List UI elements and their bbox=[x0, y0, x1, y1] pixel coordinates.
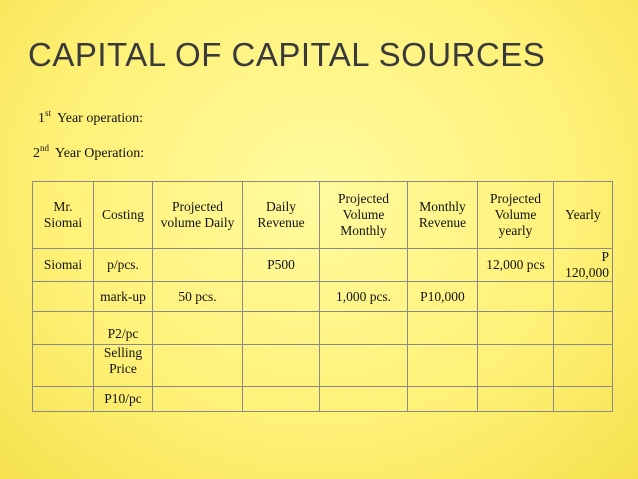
table-cell: mark-up bbox=[94, 282, 153, 312]
table-cell bbox=[153, 312, 243, 345]
table-cell: 50 pcs. bbox=[153, 282, 243, 312]
table-row bbox=[33, 282, 613, 312]
table-row bbox=[33, 249, 613, 282]
table-cell bbox=[33, 345, 94, 387]
slide-title: CAPITAL OF CAPITAL SOURCES bbox=[28, 36, 546, 73]
table-cell bbox=[478, 282, 554, 312]
table-cell bbox=[33, 387, 94, 412]
table-cell bbox=[554, 282, 613, 312]
first-year-label bbox=[38, 108, 144, 127]
table-cell: P10,000 bbox=[408, 282, 478, 312]
table-cell bbox=[153, 387, 243, 412]
table-cell bbox=[243, 345, 320, 387]
capital-table bbox=[32, 181, 613, 412]
table-cell bbox=[408, 387, 478, 412]
table-cell: Siomai bbox=[33, 249, 94, 282]
table-cell bbox=[320, 312, 408, 345]
header-projected-volume-daily: Projected volume Daily bbox=[153, 182, 243, 249]
table-header-row bbox=[33, 182, 613, 249]
header-projected-volume-yearly: Projected Volume yearly bbox=[478, 182, 554, 249]
table-cell bbox=[554, 345, 613, 387]
first-year-number: 1 bbox=[38, 111, 45, 126]
table-cell: P10/pc bbox=[94, 387, 153, 412]
first-year-suffix: st bbox=[45, 108, 52, 119]
table-cell: p/pcs. bbox=[94, 249, 153, 282]
table-cell: P2/pc bbox=[94, 312, 153, 345]
header-mr-siomai: Mr. Siomai bbox=[33, 182, 94, 249]
table-row bbox=[33, 312, 613, 345]
table-row bbox=[33, 387, 613, 412]
table-cell: 1,000 pcs. bbox=[320, 282, 408, 312]
table-cell bbox=[243, 282, 320, 312]
table-cell bbox=[320, 249, 408, 282]
header-daily-revenue: Daily Revenue bbox=[243, 182, 320, 249]
second-year-number: 2 bbox=[33, 146, 40, 161]
table-cell bbox=[33, 312, 94, 345]
table-cell bbox=[478, 387, 554, 412]
second-year-suffix: nd bbox=[40, 143, 49, 154]
second-year-label bbox=[33, 143, 145, 162]
table-cell bbox=[243, 387, 320, 412]
header-monthly-revenue: Monthly Revenue bbox=[408, 182, 478, 249]
header-yearly: Yearly bbox=[554, 182, 613, 249]
table-cell bbox=[33, 282, 94, 312]
table-cell bbox=[320, 345, 408, 387]
table-row bbox=[33, 345, 613, 387]
table-cell bbox=[408, 312, 478, 345]
table-cell bbox=[408, 345, 478, 387]
table-cell bbox=[320, 387, 408, 412]
first-year-text: Year operation: bbox=[57, 111, 144, 126]
second-year-text: Year Operation: bbox=[55, 146, 145, 161]
table-cell: Selling Price bbox=[94, 345, 153, 387]
header-projected-volume-monthly: Projected Volume Monthly bbox=[320, 182, 408, 249]
table-cell: P 120,000 bbox=[554, 249, 613, 282]
table-cell bbox=[554, 387, 613, 412]
table-cell bbox=[408, 249, 478, 282]
table-cell bbox=[153, 345, 243, 387]
table-cell bbox=[478, 312, 554, 345]
table-cell bbox=[478, 345, 554, 387]
table-cell: P500 bbox=[243, 249, 320, 282]
table-cell bbox=[554, 312, 613, 345]
table-cell bbox=[153, 249, 243, 282]
table-cell: 12,000 pcs bbox=[478, 249, 554, 282]
table-cell bbox=[243, 312, 320, 345]
header-costing: Costing bbox=[94, 182, 153, 249]
